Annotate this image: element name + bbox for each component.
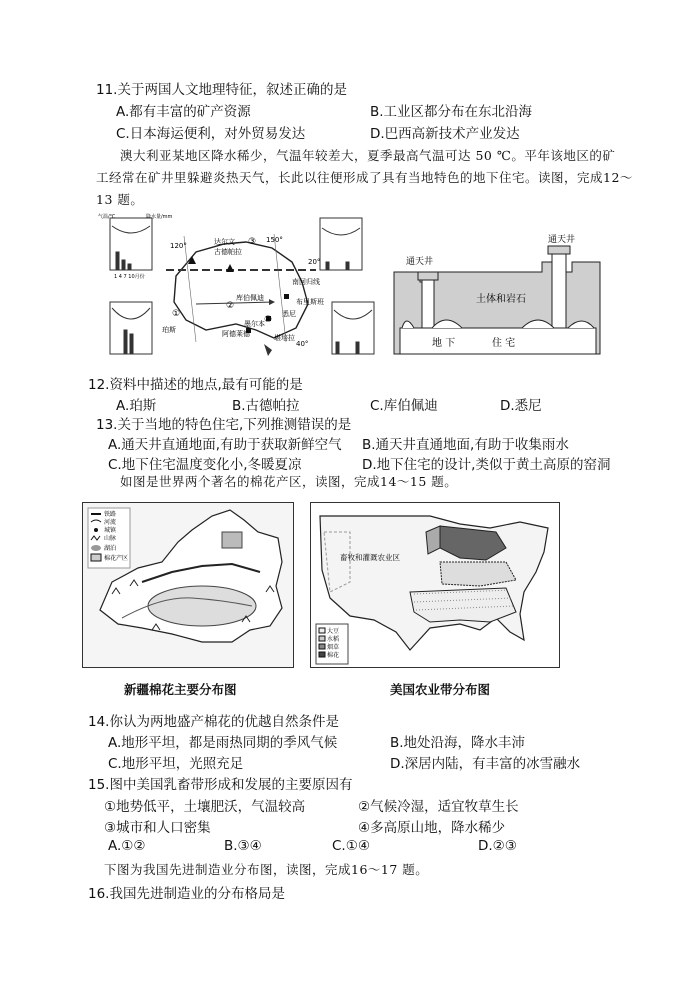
q14-stem: 14.你认为两地盛产棉花的优越自然条件是: [88, 714, 339, 730]
legend-city: 城镇: [104, 527, 117, 534]
legend-rail: 铁路: [104, 511, 117, 518]
xinjiang-cotton-map: [82, 502, 294, 668]
map-label-lon120: 120°: [170, 242, 187, 250]
q13-option-b[interactable]: B.通天井直通地面,有助于收集雨水: [362, 437, 569, 453]
intro-16: 下图为我国先进制造业分布图，读图，完成16～17 题。: [104, 862, 429, 877]
q11-option-b[interactable]: B.工业区都分布在东北沿海: [370, 104, 533, 120]
map-label-num2: ②: [226, 301, 235, 311]
q14-option-b[interactable]: B.地处沿海，降水丰沛: [390, 735, 526, 751]
house-well-right: 通天井: [548, 235, 576, 245]
q15-option-a[interactable]: A.①②: [108, 838, 146, 854]
map-label-adelaide: 阿德莱德: [222, 330, 250, 338]
house-under: 地 下: [432, 338, 456, 349]
q15-option-d[interactable]: D.②③: [478, 838, 517, 854]
map-label-darwin: 达尔文: [214, 238, 235, 246]
q13-option-d[interactable]: D.地下住宅的设计,类似于黄土高原的窑洞: [362, 457, 611, 473]
q15-statement-3: ③城市和人口密集: [104, 820, 211, 836]
q13-option-a[interactable]: A.通天井直通地面,有助于获取新鲜空气: [108, 437, 342, 453]
map-label-hobart: 堪培拉: [274, 334, 295, 342]
legend-cotton: 棉花产区: [104, 555, 129, 562]
q15-statement-4: ④多高原山地，降水稀少: [358, 820, 506, 836]
us-agriculture-map: [310, 502, 560, 668]
xinjiang-map-caption: 新疆棉花主要分布图: [124, 682, 237, 697]
legend-lake: 湖泊: [104, 545, 117, 552]
q11-option-d[interactable]: D.巴西高新技术产业发达: [370, 126, 520, 142]
legend-river: 河流: [104, 519, 117, 526]
legend-mountain: 山脉: [104, 535, 117, 542]
q11-stem: 11.关于两国人文地理特征，叙述正确的是: [96, 82, 347, 98]
q15-option-b[interactable]: B.③④: [224, 838, 262, 854]
us-legend-cotton: 棉花: [327, 652, 340, 659]
intro-12-line3: 13 题。: [96, 192, 144, 207]
q12-option-d[interactable]: D.悉尼: [500, 398, 542, 414]
us-legend-tobacco: 烟草: [327, 644, 340, 651]
map-label-num4: ④: [264, 315, 273, 325]
q15-option-c[interactable]: C.①④: [332, 838, 370, 854]
map-label-lat40: 40°: [296, 340, 309, 348]
map-label-lat20: 20°: [308, 258, 321, 266]
us-region-label: 畜牧和灌溉农业区: [340, 553, 400, 562]
us-map-caption: 美国农业带分布图: [390, 682, 491, 697]
q14-option-a[interactable]: A.地形平坦，都是雨热同期的季风气候: [108, 735, 338, 751]
q15-stem: 15.图中美国乳畜带形成和发展的主要原因有: [88, 777, 353, 793]
q12-option-c[interactable]: C.库伯佩迪: [370, 398, 438, 414]
house-soil: 土体和岩石: [476, 294, 526, 305]
q12-stem: 12.资料中描述的地点,最有可能的是: [88, 377, 303, 393]
chart-temp-axis: 气温/℃: [98, 214, 116, 220]
q13-option-c[interactable]: C.地下住宅温度变化小,冬暖夏凉: [108, 457, 302, 473]
q11-option-c[interactable]: C.日本海运便利，对外贸易发达: [116, 126, 306, 142]
map-label-tropic: 南回归线: [292, 278, 320, 286]
australia-climate-map: [96, 212, 378, 360]
house-home: 住 宅: [492, 338, 516, 349]
q13-stem: 13.关于当地的特色住宅,下列推测错误的是: [96, 417, 352, 433]
map-label-melbourne: 墨尔本: [244, 320, 265, 328]
q15-statement-1: ①地势低平，土壤肥沃，气温较高: [104, 799, 306, 815]
map-label-num1: ①: [172, 309, 181, 319]
us-legend-rice: 水稻: [327, 636, 340, 643]
map-label-perth: 珀斯: [162, 326, 176, 334]
q14-option-c[interactable]: C.地形平坦，光照充足: [108, 756, 244, 772]
us-legend-soy: 大豆: [327, 628, 340, 635]
map-label-num3: ③: [248, 237, 257, 247]
q14-option-d[interactable]: D.深居内陆，有丰富的冰雪融水: [390, 756, 581, 772]
intro-14: 如图是世界两个著名的棉花产区，读图，完成14～15 题。: [120, 474, 458, 489]
map-label-lon150: 150°: [266, 236, 283, 244]
q12-option-b[interactable]: B.古德帕拉: [232, 398, 300, 414]
intro-12-line1: 澳大利亚某地区降水稀少，气温年较差大，夏季最高气温可达 50 ℃。平年该地区的矿: [120, 148, 616, 163]
chart-months: 1 4 7 10月份: [114, 274, 145, 280]
underground-house-diagram: [392, 232, 602, 360]
q15-statement-2: ②气候冷湿，适宜牧草生长: [358, 799, 519, 815]
map-label-brisbane: 布里斯班: [296, 298, 324, 306]
q16-stem: 16.我国先进制造业的分布格局是: [88, 886, 285, 902]
q12-option-a[interactable]: A.珀斯: [116, 398, 157, 414]
house-well-left: 通天井: [406, 257, 434, 267]
map-label-sydney: 悉尼: [282, 310, 296, 318]
chart-precip-axis: 降水量/mm: [146, 214, 173, 220]
q11-option-a[interactable]: A.都有丰富的矿产资源: [116, 104, 251, 120]
map-label-coober: 库伯佩迪: [236, 294, 264, 302]
intro-12-line2: 工经常在矿井里躲避炎热天气，长此以往便形成了具有当地特色的地下住宅。读图，完成12～: [96, 170, 633, 185]
map-label-geraldton: 古德帕拉: [214, 248, 242, 256]
